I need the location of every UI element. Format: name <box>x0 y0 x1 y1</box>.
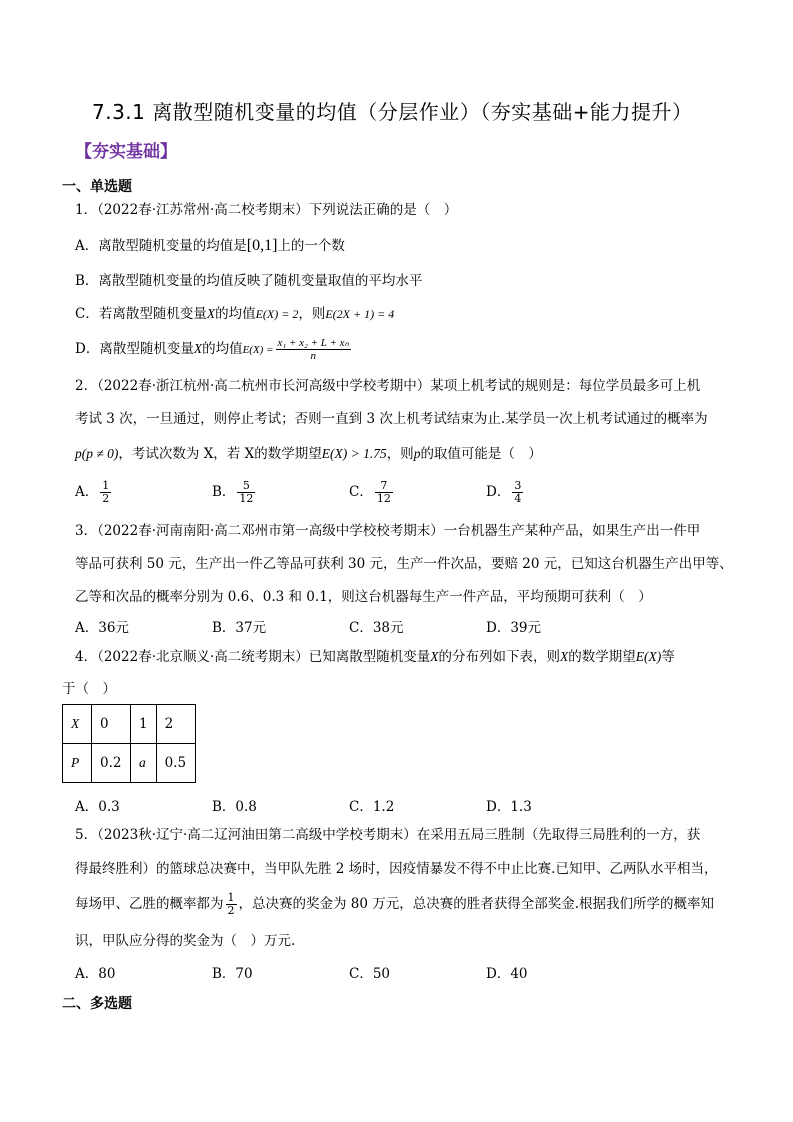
q4-option-b: B．0.8 <box>212 799 257 815</box>
q5-line3: 每场甲、乙胜的概率都为 $\frac{1}{2}$ ，总决赛的奖金为 80 万元，总决赛的胜者获得全部奖金.根据我们所学的概率知 <box>75 891 715 917</box>
q4-option-a: A．0.3 <box>75 799 120 815</box>
q3-option-c: C．38元 <box>349 620 404 636</box>
q3-option-d: D．39元 <box>486 620 542 636</box>
table-row <box>63 705 196 744</box>
q4-option-c: C．1.2 <box>349 799 395 815</box>
q3-option-a: A．36元 <box>75 620 129 636</box>
q4-line1: 4．（2022春·北京顺义·高二统考期末）已知离散型随机变量X的分布列如下表，则X的数学期望E(X)等 <box>75 649 675 665</box>
q2-line3: p(p ≠ 0)，考试次数为 X，若 X的数学期望E(X) > 1.75，则p的取值可能是（ ） <box>75 446 542 462</box>
q2-line1: 2．（2022春·浙江杭州·高二杭州市长河高级中学校考期中）某项上机考试的规则是：每位学员最多可上机 <box>75 378 701 394</box>
q2-option-d: D． $\frac{3}{4}$ <box>486 479 522 505</box>
q3-line1: 3．（2022春·河南南阳·高二邓州市第一高级中学校校考期末）一台机器生产某种产品，如果生产出一件甲 <box>75 523 701 539</box>
heading-multiple-choice: 二、多选题 <box>62 996 132 1012</box>
q2-line2: 考试 3 次，一旦通过，则停止考试；否则一直到 3 次上机考试结束为止.某学员一次上机考试通过的概率为 <box>75 411 708 427</box>
q3-line3: 乙等和次品的概率分别为 0.6、0.3 和 0.1，则这台机器每生产一件产品，平均预期可获利（ ） <box>75 589 652 605</box>
distribution-table <box>62 704 196 783</box>
table-cell: 0.2 <box>92 744 131 783</box>
q5-line2: 得最终胜利）的篮球总决赛中，当甲队先胜 2 场时，因疫情暴发不得不中止比赛.已知甲、乙两队水平相当， <box>75 861 718 877</box>
table-cell: P <box>63 744 92 783</box>
table-row <box>63 744 196 783</box>
q5-line1: 5．（2023秋·辽宁·高二辽河油田第二高级中学校考期末）在采用五局三胜制（先取得三局胜利的一方，获 <box>75 827 701 843</box>
q1-stem: 1．（2022春·江苏常州·高二校考期末）下列说法正确的是（ ） <box>75 202 458 218</box>
table-cell: 2 <box>156 705 195 744</box>
table-cell: 0 <box>92 705 131 744</box>
heading-single-choice: 一、单选题 <box>62 179 132 195</box>
q1-option-b: B．离散型随机变量的均值反映了随机变量取值的平均水平 <box>75 273 423 289</box>
table-cell: a <box>131 744 157 783</box>
q5-option-b: B．70 <box>212 966 253 982</box>
table-cell: X <box>63 705 92 744</box>
q2-option-a: A． $\frac{1}{2}$ <box>75 479 110 505</box>
q3-line2: 等品可获利 50 元，生产出一件乙等品可获利 30 元，生产一件次品，要赔 20 元，已知这台机器生产出甲等、 <box>75 556 733 572</box>
q5-option-c: C．50 <box>349 966 391 982</box>
q1-option-d: D．离散型随机变量X的均值E(X) = $\frac{\text{x₁ + x₂ + L + xₙ}}{n}$ <box>75 337 349 362</box>
page-title: 7.3.1 离散型随机变量的均值（分层作业）（夯实基础+能力提升） <box>92 100 693 124</box>
q4-line2: 于（ ） <box>62 681 116 697</box>
q4-option-d: D．1.3 <box>486 799 532 815</box>
q1-option-a: A．离散型随机变量的均值是[0,1]上的一个数 <box>75 237 345 254</box>
q5-option-a: A．80 <box>75 966 116 982</box>
q1-option-c: C．若离散型随机变量X的均值E(X) = 2，则E(2X + 1) = 4 <box>75 306 395 322</box>
q3-option-b: B．37元 <box>212 620 267 636</box>
q5-line4: 识，甲队应分得的奖金为（ ）万元. <box>75 933 296 949</box>
q2-option-c: C． $\frac{7}{12}$ <box>349 479 391 505</box>
q2-option-b: B． $\frac{5}{12}$ <box>212 479 254 505</box>
section-label: 【夯实基础】 <box>75 142 177 162</box>
q5-option-d: D．40 <box>486 966 528 982</box>
table-cell: 1 <box>131 705 157 744</box>
fraction: $\frac{\text{x₁ + x₂ + L + xₙ}}{n}$ <box>277 337 349 362</box>
table-cell: 0.5 <box>156 744 195 783</box>
